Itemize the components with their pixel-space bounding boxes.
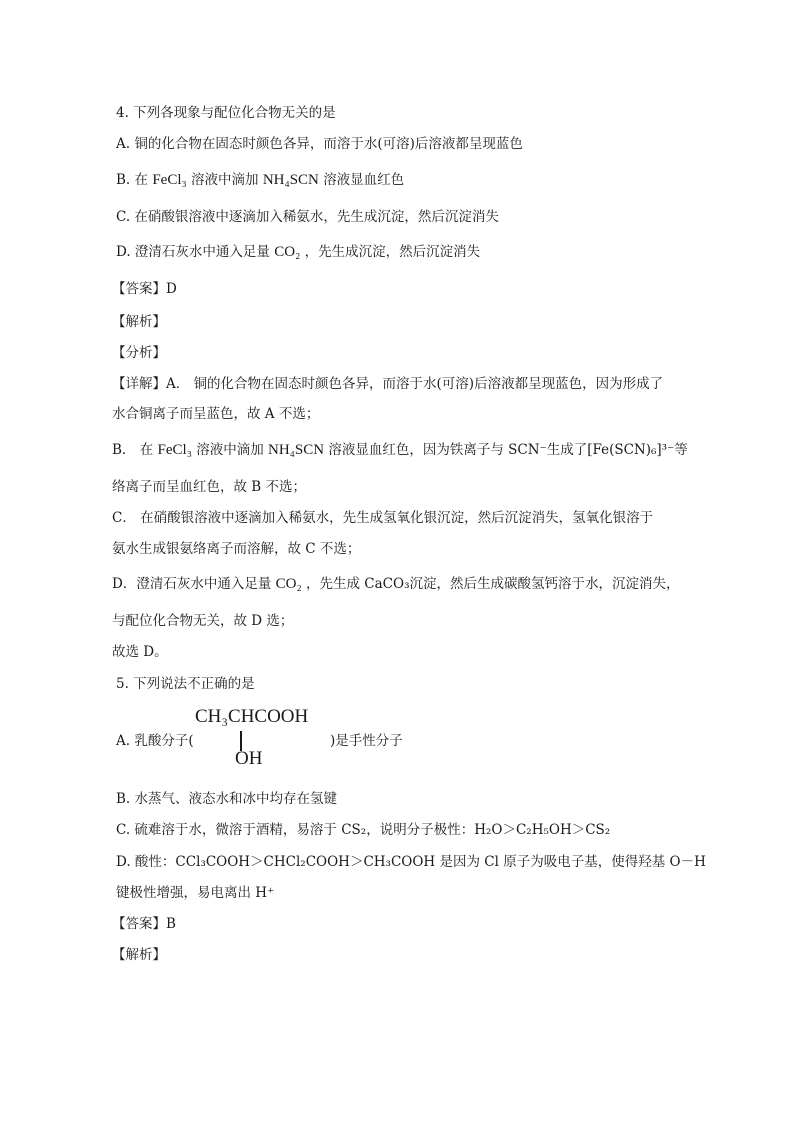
q4-detail-b-line2: 络离子而呈血红色，故 B 不选； <box>112 479 307 495</box>
q5-analysis-label: 【解析】 <box>112 947 166 963</box>
q5-option-a-prefix: A. 乳酸分子( <box>116 733 194 749</box>
structure-main-chain: CH₃CHCOOH <box>195 706 309 727</box>
q5-answer: 【答案】B <box>112 916 176 932</box>
formula-nh4scn: NH₄SCN <box>262 172 319 188</box>
q4-detail-b-line1: B． 在 FeCl₃ 溶液中滴加 NH₄SCN 溶液显血红色，因为铁离子与 SCN⁻生成了[Fe(SCN)₆]³⁻等 <box>112 442 688 458</box>
q4-detail-d-line1: D．澄清石灰水中通入足量 CO₂ ，先生成 CaCO₃沉淀，然后生成碳酸氢钙溶于水，沉淀消失， <box>112 576 680 592</box>
q4-option-d: D. 澄清石灰水中通入足量 CO₂ ，先生成沉淀，然后沉淀消失 <box>116 244 481 260</box>
q5-option-b: B. 水蒸气、液态水和冰中均存在氢键 <box>116 791 338 807</box>
q5-option-d-line1: D. 酸性：CCl₃COOH＞CHCl₂COOH＞CH₃COOH 是因为 Cl 原子为吸电子基，使得羟基 O－H <box>116 854 706 870</box>
q4-fenxi-label: 【分析】 <box>112 345 166 361</box>
q5-option-a-suffix: )是手性分子 <box>330 733 403 749</box>
q4-detail-a-line2: 水合铜离子而呈蓝色，故 A 不选； <box>112 406 320 422</box>
q4-detail-d-line2: 与配位化合物无关，故 D 选； <box>112 613 294 629</box>
q4-stem: 4. 下列各现象与配位化合物无关的是 <box>116 105 336 121</box>
q5-option-c: C. 硫难溶于水，微溶于酒精，易溶于 CS₂，说明分子极性：H₂O＞C₂H₅OH＞CS₂ <box>116 822 611 838</box>
q4-answer: 【答案】D <box>112 281 177 297</box>
q4-detail-c-line2: 氨水生成银氨络离子而溶解，故 C 不选； <box>112 541 361 557</box>
q4-analysis-label: 【解析】 <box>112 314 166 330</box>
structure-hydroxyl: OH <box>235 748 263 769</box>
q4-detail-c-line1: C． 在硝酸银溶液中逐滴加入稀氨水，先生成氢氧化银沉淀，然后沉淀消失，氢氧化银溶于 <box>112 510 654 526</box>
q4-option-b: B. 在 FeCl₃ 溶液中滴加 NH₄SCN 溶液显血红色 <box>116 172 405 188</box>
q4-option-a: A. 铜的化合物在固态时颜色各异，而溶于水(可溶)后溶液都呈现蓝色 <box>116 136 523 152</box>
lactic-acid-structure <box>195 706 335 772</box>
q5-stem: 5. 下列说法不正确的是 <box>116 676 255 692</box>
formula-co2: CO₂ <box>274 244 301 260</box>
formula-fecl3: FeCl₃ <box>152 172 187 188</box>
q4-conclusion: 故选 D。 <box>112 644 168 660</box>
q4-detail-a-line1: 【详解】A． 铜的化合物在固态时颜色各异，而溶于水(可溶)后溶液都呈现蓝色，因为形成了 <box>112 376 664 392</box>
q4-option-c: C. 在硝酸银溶液中逐滴加入稀氨水，先生成沉淀，然后沉淀消失 <box>116 209 499 225</box>
q5-option-d-line2: 键极性增强，易电离出 H⁺ <box>116 885 275 901</box>
